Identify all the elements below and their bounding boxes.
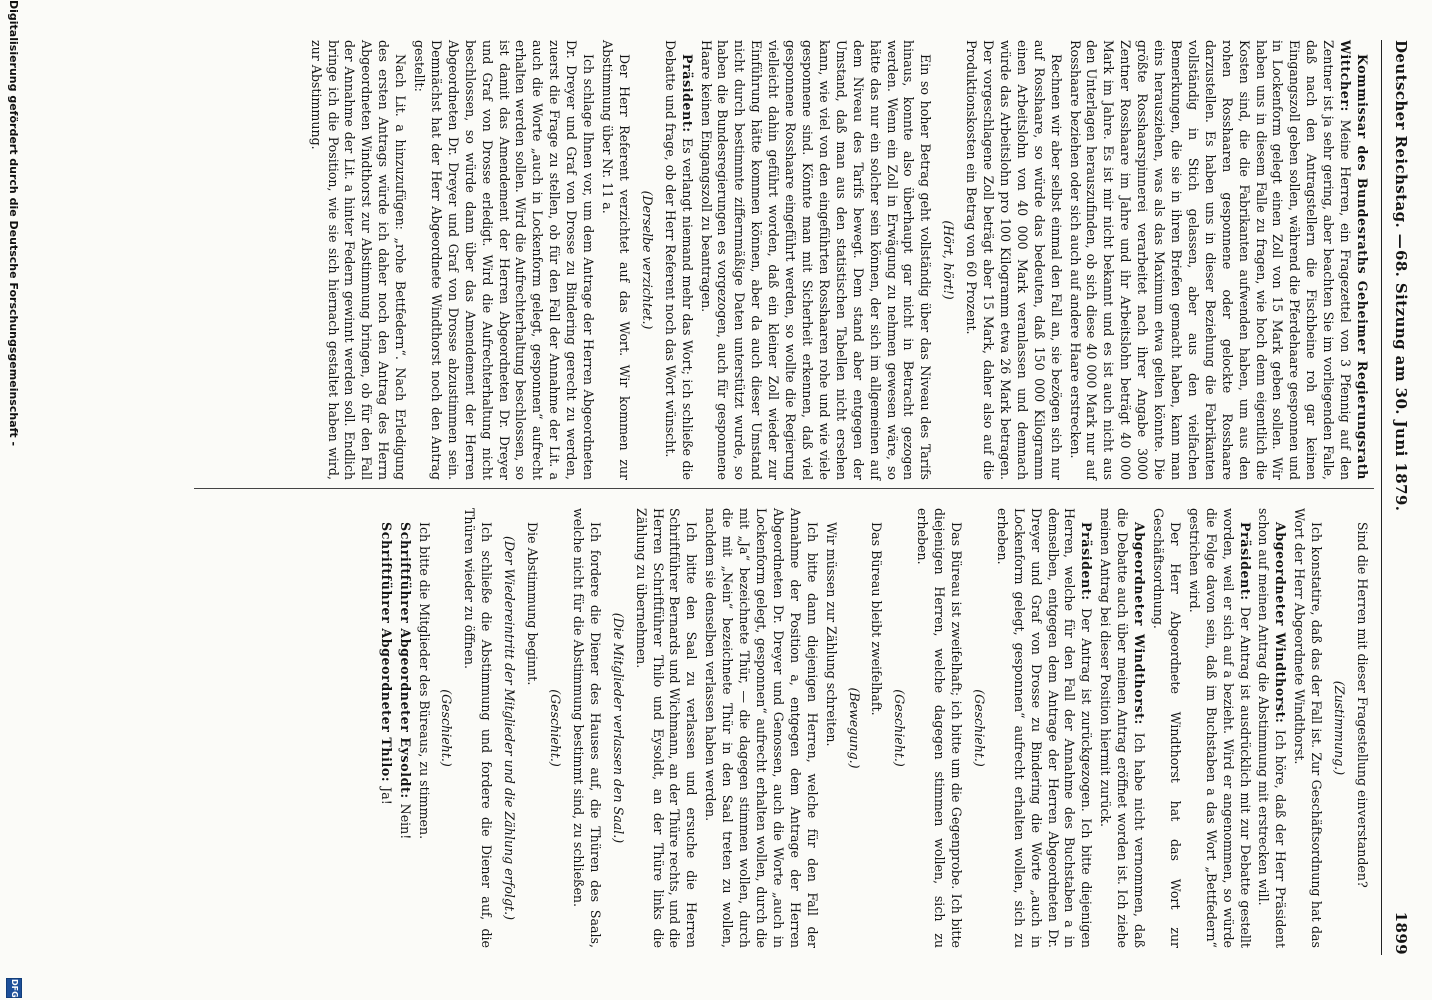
paragraph (701, 508, 819, 948)
paragraph (1066, 40, 1370, 480)
paragraph (868, 508, 885, 948)
speaker-name: Kommissar des Bundesraths Geheimer Regierungsrath Wittcher: (1338, 40, 1370, 480)
paragraph (661, 40, 695, 480)
speaker-name: Präsident: (679, 54, 695, 138)
session-date: 68. Sitzung am 30. Juni 1879. (1392, 250, 1410, 512)
paragraph-text: Sind die Herren mit dieser Fragestellung einverstanden? (1355, 522, 1370, 888)
speaker-name: Abgeordneter Windthorst: (1273, 522, 1289, 730)
paragraph-text: Der Herr Abgeordnete Windthorst hat das Wort zur Geschäftsordnung. (1151, 508, 1183, 948)
paragraph (1149, 508, 1183, 948)
paragraph (632, 508, 700, 948)
speaker-name: Präsident: (1079, 522, 1095, 609)
paragraph (913, 508, 964, 948)
paragraph-text: Ich habe nicht vernommen, daß die Debatte auch über meinen Antrag eröffnet worden ist. Ich ziehe meinen Antrag bei dieser Position hiermit zurück. (1098, 508, 1148, 948)
left-column (305, 40, 1370, 480)
paragraph (523, 508, 540, 948)
speaker-name: Präsident: (1237, 522, 1253, 607)
speaker-name: Schriftführer Abgeordneter Thilo: (378, 522, 394, 788)
paragraph (697, 40, 934, 480)
page-number: 1899 (1392, 911, 1410, 955)
paragraph-text: Der Antrag ist zurückgezogen. Ich bitte diejenigen Herren, welche für den Fall der Annahme des Buchstaben a in demselben, entgegen dem Antrage der Herren Abgeordneten Dr. Dreyer und Graf von Drosse zu Bindering die Worte „auch in Lockenform gelegt, gesponnen“ aufrecht erhalten wollen, sich zu erheben. (994, 508, 1095, 948)
speaker-name: Abgeordneter Windthorst: (1132, 522, 1148, 733)
paragraph-text: Der Herr Referent verzichtet auf das Wort. Wir kommen zur Abstimmung über Nr. 11 a. (600, 40, 632, 480)
paragraph-text: Rechnen wir aber selbst einmal den Fall an, sie bezögen sich nur auf Rosshaare, so würde das bedeuten, daß 150 000 Kilogramm einen Arbeitslohn von 40 000 Mark veranlassen und demnach würde das Arbeitslohn pro 100 Kilogramm etwa 26 Mark betragen. Der vorgeschlagene Zoll beträgt aber 15 Mark, daher also auf die Produktionskosten ein Betrag von 60 Prozent. (964, 40, 1064, 480)
paragraph-text: Das Büreau bleibt zweifelhaft. (869, 522, 885, 716)
paragraph-text: Meine Herren, ein Fragezettel von 3 Pfennig auf den Zentner ist ja sehr gering, aber beachten Sie im vorliegenden Falle, daß nach den Antragstellern die Fischbeine roh gar keinen Eingangszoll geben sollen, während die Pferdehaare gesponnen und in Lockenform gelegt einen Zoll von 15 Mark geben sollen. Wir haben uns in diesem Falle zu fragen, wie hoch denn eigentlich die Kosten sind, die die Fabrikanten aufwenden haben, um aus den rohen Rosshaaren gesponnene oder gelockte Rosshaare darzustellen. Es haben uns in dieser Beziehung die Fabrikanten vollständig in Stich gelassen, aber aus den vielfachen Bemerkungen, die sie in ihren Briefen gemacht haben, kann man eins herausziehen, was als das Maximum etwa gelten könnte. Die größte Rosshaarspinnerei verarbeitet nach ihrer Angabe 3000 Zentner Rosshaare im Jahre und ihr Arbeitslohn beträgt 40 000 Mark im Jahre. Es ist mir nicht bekannt und es ist auch nicht aus den Unterlagen herauszufinden, ob sich diese 40 000 Mark nur auf Rosshaare beziehen oder sich auch auf andere Haare erstrecken. (1067, 40, 1354, 480)
paragraph-text: Ich höre, daß der Herr Präsident schon auf meinen Antrag die Abstimmung mit erstrecken will. (1256, 508, 1289, 949)
running-title: Deutscher Reichstag. — (1392, 40, 1410, 250)
paragraph-text: Ich bitte den Saal zu verlassen und ersuche die Herren Schriftführer Bernards und Wichmann, an der Thüre rechts, und die Herren Schriftführer Thilo und Eysoldt, an der Thüre links die Zählung zu übernehmen. (633, 508, 700, 948)
parliamentary-note: (Zustimmung.) (1332, 680, 1348, 776)
paragraph (415, 508, 432, 948)
paragraph-text: Ja! (378, 787, 394, 805)
paragraph-text: Der Antrag ist ausdrücklich mit zur Debatte gestellt worden, weil er sich auf a bezieht. Wird er angenommen, so würde die Folge davon sein, daß im Buchstaben a das Wort „Bettfedern“ gestrichen wird. (1186, 508, 1253, 948)
parliamentary-note: (Geschieht.) (439, 689, 455, 767)
paragraph-text: Ein so hoher Betrag geht vollständig über das Niveau des Tarifs hinaus, konnte also überhaupt gar nicht in Betracht gezogen werden. Wenn ein Zoll in Erwägung zu nehmen gewesen wäre, so hätte das nur ein solcher sein können, der sich im allgemeinen auf dem Niveau des Tarifs bewegt. Dem stand aber entgegen der Umstand, daß man aus den statistischen Tabellen nicht ersehen kann, wie viel von den eingeführten Rosshaaren rohe und wie viele gesponnene sind. Könnte man mit Sicherheit erkennen, daß viel gesponnene Rosshaare eingeführt werden, so wollte die Regierung vielleicht dahin geführt worden, daß ein kleiner Zoll wieder zur Einführung hätte kommen können, aber da auch dieser Umstand nicht durch bestimmte ziffernmäßige Daten unterstützt wurde, so haben die Bundesregierungen es vorgezogen, auch für gesponnene Haare keinen Eingangszoll zu beantragen. (698, 40, 934, 480)
paragraph (1255, 508, 1289, 948)
paragraph (822, 508, 839, 948)
parliamentary-note: (Geschieht.) (971, 689, 987, 767)
dfg-logo: DFG (6, 978, 22, 998)
digitization-credit: Digitalisierung gefördert durch die Deutsche Forschungsgemeinschaft - (7, 0, 20, 447)
paragraph-text: Ich fordere die Diener des Hauses auf, die Thüren des Saals, welche nicht für die Abstimmung bestimmt sind, zu schließen. (570, 508, 603, 948)
right-column (375, 508, 1370, 948)
page-footer (4, 0, 22, 1000)
speaker-name: Schriftführer Abgeordneter Eysoldt: (397, 522, 413, 804)
paragraph-text: Es verlangt niemand mehr das Wort; ich schließe die Debatte und frage, ob der Herr Referent noch das Wort wünscht. (662, 40, 695, 480)
parliamentary-note: (Der Wiedereintritt der Mitglieder und die Zählung erfolgt.) (502, 536, 518, 920)
paragraph-text: Das Büreau ist zweifelhaft; ich bitte um die Gegenprobe. Ich bitte diejenigen Herren, welche dagegen stimmen wollen, sich zu erheben. (915, 508, 965, 948)
paragraph (377, 508, 394, 948)
parliamentary-note: (Geschieht.) (892, 689, 908, 767)
parliamentary-note: (Geschieht.) (548, 689, 564, 767)
paragraph (1096, 508, 1147, 948)
paragraph (569, 508, 603, 948)
header-rule (1381, 40, 1382, 955)
paragraph-text: Ich konstatire, daß das der Fall ist. Zur Geschäftsordnung hat das Wort der Herr Abgeordnete Windthorst. (1292, 508, 1325, 948)
paragraph-text: Ich schlage Ihnen vor, um dem Antrage der Herren Abgeordneten Dr. Dreyer und Graf von Drosse zu Bindering gerecht zu werden, zuerst die Frage zu stellen, ob für den Fall der Annahme der Lit. a auch die Worte „auch in Lockenform gelegt, gesponnen“ aufrecht erhalten werden sollen. Wird die Aufrechterhaltung beschlossen, so ist damit das Amendement der Herren Abgeordneten Dr. Dreyer und Graf von Drosse erledigt. Wird die Aufrechterhaltung nicht beschlossen, so würde dann über das Amendement der Herren Abgeordneten Dr. Dreyer und Graf von Drosse abzustimmen sein. Demnächst hat der Herr Abgeordnete Windthorst noch den Antrag gestellt: (412, 40, 597, 480)
paragraph-text: Nein! (397, 803, 413, 840)
parliamentary-note: (Die Mitglieder verlassen den Saal.) (610, 612, 626, 844)
paragraph (396, 508, 413, 948)
paragraph (993, 508, 1094, 948)
paragraph-text: Die Abstimmung beginnt. (525, 522, 541, 686)
paragraph-text: Ich bitte die Mitglieder des Büreaus, zu stimmen. (416, 522, 432, 840)
paragraph (461, 508, 495, 948)
page-header (1384, 40, 1410, 955)
paragraph (598, 40, 632, 480)
paragraph-text: Wir müssen zur Zählung schreiten. (823, 522, 839, 747)
parliamentary-note: (Hört, hört!) (941, 220, 957, 300)
parliamentary-note: (Derselbe verzichtet.) (639, 190, 655, 330)
parliamentary-note: (Bewegung.) (846, 687, 862, 769)
paragraph-text: Ich schließe die Abstimmung und fordere die Diener auf, die Thüren wieder zu öffnen. (462, 508, 495, 948)
paragraph-text: Nach Lit. a hinzuzufügen: „rohe Bettfedern“. Nach Erledigung des ersten Antrags würde ich daher noch den Antrag des Herrn Abgeordneten Windthorst zur Abstimmung bringen, ob für den Fall der Annahme der Lit. a hinter Federn gewinnt werden soll. Endlich bringe ich die Position, wie sie sich hiernach gestaltet haben wird, zur Abstimmung. (308, 40, 409, 480)
paragraph (1353, 508, 1370, 948)
paragraph (962, 40, 1063, 480)
paragraph-text: Ich bitte dann diejenigen Herren, welche für den Fall der Annahme der Position a, entgegen dem Antrage der Herren Abgeordneten Dr. Dreyer und Genossen, auch die Worte „auch in Lockenform gelegt, gesponnen“ aufrecht erhalten wollen, durch die mit „Ja“ bezeichnete Thür, — die dagegen stimmen wollen, durch die mit „Nein“ bezeichnete Thür in den Saal treten zu wollen, nachdem sie denselben verlassen haben werden. (703, 508, 820, 948)
column-separator (194, 488, 1374, 489)
paragraph (307, 40, 408, 480)
paragraph (1290, 508, 1324, 948)
paragraph (410, 40, 596, 480)
paragraph (1185, 508, 1253, 948)
